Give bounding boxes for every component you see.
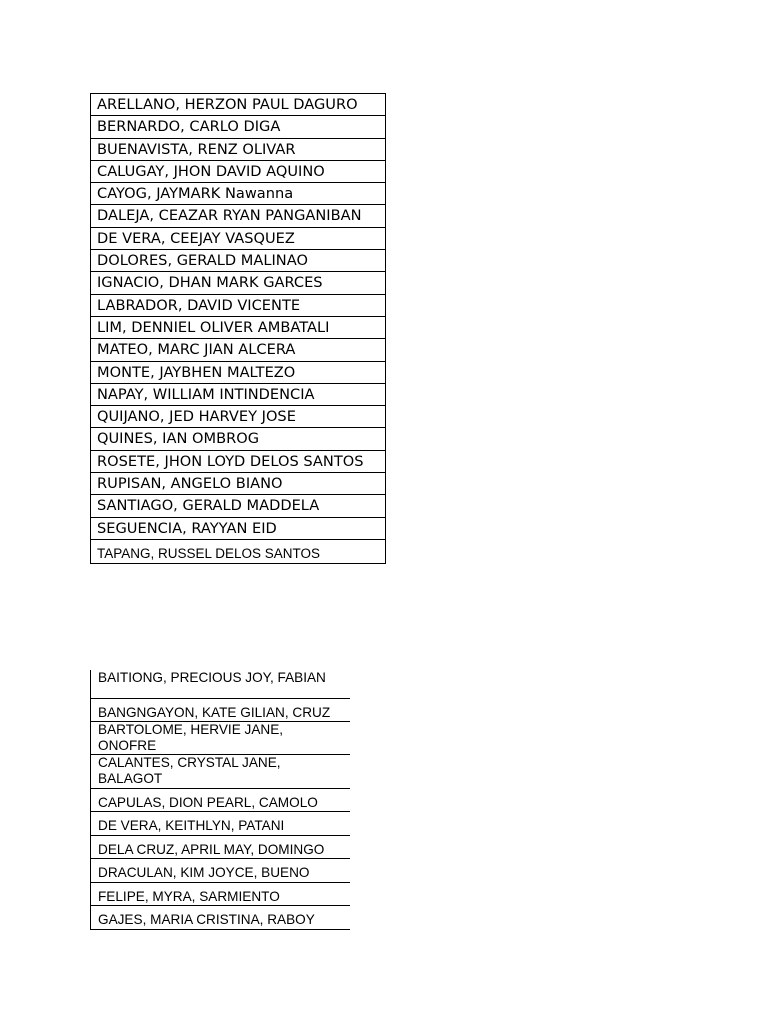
- table-row: BARTOLOME, HERVIE JANE, ONOFRE: [91, 722, 350, 755]
- table-row: CAPULAS, DION PEARL, CAMOLO: [91, 789, 350, 812]
- table-row: RUPISAN, ANGELO BIANO: [91, 473, 385, 495]
- table-row: LABRADOR, DAVID VICENTE: [91, 295, 385, 317]
- table-row: SANTIAGO, GERALD MADDELA: [91, 495, 385, 517]
- table-row: BUENAVISTA, RENZ OLIVAR: [91, 139, 385, 161]
- table-row: MATEO, MARC JIAN ALCERA: [91, 339, 385, 361]
- table-row: ARELLANO, HERZON PAUL DAGURO: [91, 94, 385, 116]
- name-table-2: [90, 670, 350, 930]
- table-row: GAJES, MARIA CRISTINA, RABOY: [91, 906, 350, 930]
- table-row: DALEJA, CEAZAR RYAN PANGANIBAN: [91, 205, 385, 227]
- table-row: DRACULAN, KIM JOYCE, BUENO: [91, 859, 350, 883]
- table-row: BAITIONG, PRECIOUS JOY, FABIAN: [91, 670, 350, 699]
- table-row: BERNARDO, CARLO DIGA: [91, 116, 385, 138]
- table-row: DELA CRUZ, APRIL MAY, DOMINGO: [91, 836, 350, 859]
- table-row: FELIPE, MYRA, SARMIENTO: [91, 883, 350, 906]
- table-row: CALUGAY, JHON DAVID AQUINO: [91, 161, 385, 183]
- table-row: TAPANG, RUSSEL DELOS SANTOS: [91, 540, 385, 564]
- table-row: DE VERA, KEITHLYN, PATANI: [91, 812, 350, 836]
- table-row: BANGNGAYON, KATE GILIAN, CRUZ: [91, 699, 350, 722]
- table-row: CAYOG, JAYMARK Nawanna: [91, 183, 385, 205]
- table-row: DE VERA, CEEJAY VASQUEZ: [91, 228, 385, 250]
- table-row: SEGUENCIA, RAYYAN EID: [91, 518, 385, 540]
- name-table-1: [90, 93, 386, 564]
- table-row: IGNACIO, DHAN MARK GARCES: [91, 272, 385, 294]
- table-row: LIM, DENNIEL OLIVER AMBATALI: [91, 317, 385, 339]
- table-row: QUIJANO, JED HARVEY JOSE: [91, 406, 385, 428]
- table-row: CALANTES, CRYSTAL JANE, BALAGOT: [91, 755, 350, 789]
- table-row: DOLORES, GERALD MALINAO: [91, 250, 385, 272]
- table-row: MONTE, JAYBHEN MALTEZO: [91, 362, 385, 384]
- table-row: ROSETE, JHON LOYD DELOS SANTOS: [91, 451, 385, 473]
- table-row: QUINES, IAN OMBROG: [91, 428, 385, 450]
- table-row: NAPAY, WILLIAM INTINDENCIA: [91, 384, 385, 406]
